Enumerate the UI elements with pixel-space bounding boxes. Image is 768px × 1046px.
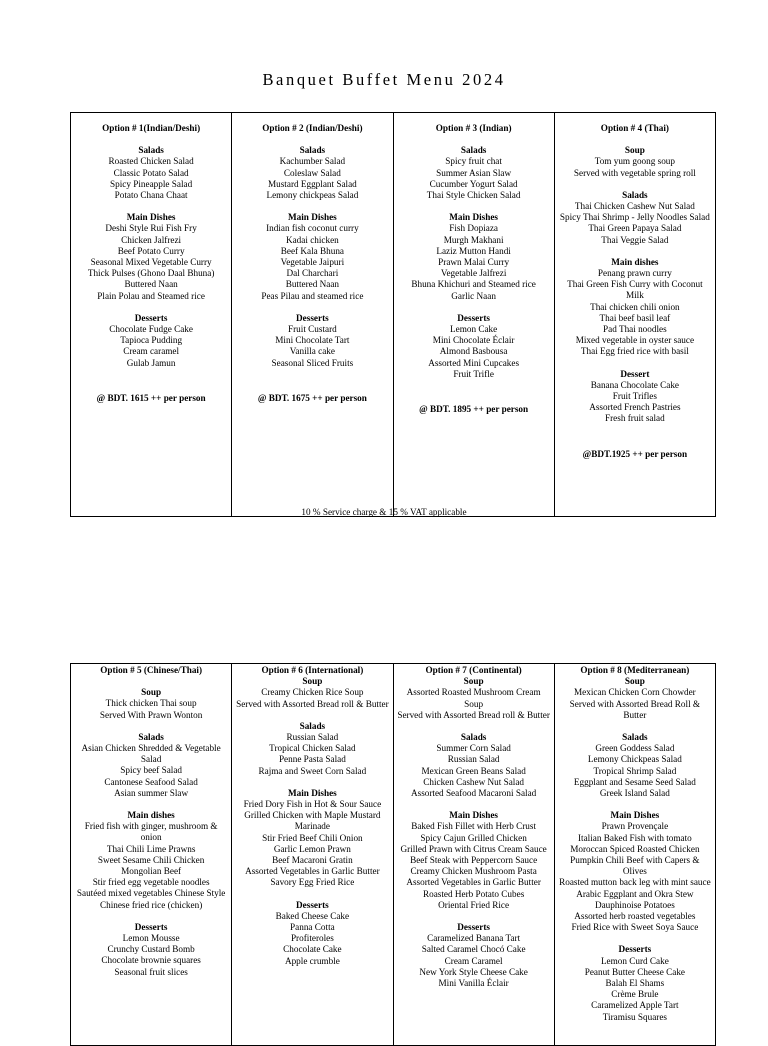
- menu-row: [71, 664, 716, 1046]
- option-header: Option # 1(Indian/Deshi): [102, 123, 201, 133]
- menu-item: Summer Asian Slaw: [436, 167, 512, 178]
- section-title: Desserts: [134, 921, 168, 932]
- menu-item: Grilled Chicken with Maple Mustard Marinade: [244, 810, 381, 832]
- section-title: Salads: [299, 720, 326, 731]
- menu-item: Spicy Cajun Grilled Chicken: [420, 832, 527, 843]
- spacer: [397, 302, 551, 313]
- menu-item: Buttered Naan: [285, 279, 340, 290]
- menu-item: Chocolate Fudge Cake: [109, 324, 193, 335]
- menu-item: Thai Egg fried rice with basil: [580, 346, 689, 357]
- spacer: [235, 201, 389, 212]
- menu-item: Murgh Makhani: [443, 234, 504, 245]
- section-title: Desserts: [134, 312, 168, 323]
- price-label: @ BDT. 1895 ++ per person: [419, 404, 529, 415]
- menu-item: Beef Macaroni Gratin: [272, 855, 353, 866]
- menu-item: Kadai chicken: [285, 234, 339, 245]
- menu-item: Garlic Lemon Prawn: [273, 843, 351, 854]
- menu-item: Assorted Roasted Mushroom Cream Soup: [406, 687, 541, 709]
- menu-item: Assorted French Pastries: [589, 402, 681, 413]
- spacer: [74, 721, 228, 732]
- menu-item: Lemony Chickpeas Salad: [587, 754, 682, 765]
- menu-item: Salted Caramel Chocó Cake: [421, 944, 526, 955]
- menu-item: Chinese fried rice (chicken): [99, 899, 203, 910]
- menu-item: Balah El Shams: [605, 978, 665, 989]
- menu-item: Thai Chili Lime Prawns: [106, 843, 196, 854]
- menu-item: Fruit Trifle: [453, 368, 494, 379]
- menu-item: Rajma and Sweet Corn Salad: [258, 765, 367, 776]
- menu-item: Served With Prawn Wonton: [99, 709, 203, 720]
- menu-item: Served with Assorted Bread Roll & Butter: [569, 698, 701, 720]
- menu-item: Pumpkin Chili Beef with Capers & Olives: [570, 855, 700, 877]
- section-title: Soup: [624, 676, 645, 687]
- menu-item: Mini Chocolate Éclair: [432, 335, 515, 346]
- option-header: Option # 3 (Indian): [435, 123, 512, 133]
- menu-item: Assorted Vegetables in Garlic Butter: [406, 877, 541, 888]
- price-label: @ BDT. 1675 ++ per person: [257, 392, 367, 403]
- menu-table-1: [70, 112, 716, 517]
- section-title: Main dishes: [127, 810, 175, 821]
- spacer: [397, 799, 551, 810]
- section-title: Soup: [624, 145, 645, 156]
- menu-item: Mixed vegetable in oyster sauce: [575, 335, 695, 346]
- menu-item: Lemon Cake: [450, 324, 498, 335]
- menu-table-2: [70, 663, 716, 1046]
- menu-item: Greek Island Salad: [599, 788, 670, 799]
- menu-item: Thai beef basil leaf: [599, 312, 671, 323]
- spacer: [74, 201, 228, 212]
- menu-item: Served with Assorted Bread roll & Butter: [236, 698, 389, 709]
- menu-item: Grilled Prawn with Citrus Cream Sauce: [400, 843, 547, 854]
- page-title: Banquet Buffet Menu 2024: [262, 70, 506, 89]
- option-cell: [71, 113, 232, 517]
- menu-item: Laziz Mutton Handi: [436, 245, 511, 256]
- menu-item: Thai Green Fish Curry with Coconut Milk: [567, 279, 703, 301]
- spacer: [235, 134, 389, 145]
- menu-row: [71, 113, 716, 517]
- menu-item: Thai Chicken Cashew Nut Salad: [574, 201, 695, 212]
- menu-item: New York Style Cheese Cake: [419, 966, 528, 977]
- section-title: Desserts: [296, 312, 329, 323]
- section-title: Main Dishes: [449, 212, 498, 223]
- menu-item: Fish Dopiaza: [449, 223, 498, 234]
- spacer: [397, 721, 551, 732]
- menu-item: Asian summer Slaw: [114, 787, 189, 798]
- option-cell: [232, 664, 393, 1046]
- menu-item: Served with vegetable spring roll: [573, 167, 696, 178]
- spacer: [74, 302, 228, 313]
- menu-item: Prawn Malai Curry: [438, 257, 510, 268]
- section-title: Main Dishes: [610, 810, 660, 821]
- menu-item: Assorted Seafood Macaroni Salad: [410, 788, 537, 799]
- menu-item: Plain Polau and Steamed rice: [97, 290, 205, 301]
- option-header: Option # 4 (Thai): [600, 123, 669, 133]
- menu-item: Caramelized Banana Tart: [427, 933, 521, 944]
- menu-item: Chicken Jalfrezi: [121, 234, 182, 245]
- menu-item: Chocolate Cake: [283, 944, 342, 955]
- section-title: Salads: [299, 145, 326, 156]
- spacer: [74, 676, 228, 687]
- menu-item: Italian Baked Fish with tomato: [577, 832, 692, 843]
- menu-item: Thai Veggie Salad: [601, 234, 669, 245]
- spacer: [74, 134, 228, 145]
- section-title: Desserts: [457, 922, 490, 933]
- menu-item: Banana Chocolate Cake: [590, 379, 680, 390]
- option-cell: [554, 664, 715, 1046]
- menu-item: Spicy fruit chat: [445, 156, 502, 167]
- menu-item: Dal Charchari: [286, 268, 339, 279]
- menu-item: Assorted Vegetables in Garlic Butter: [245, 866, 380, 877]
- menu-item: Mongolian Beef: [121, 866, 182, 877]
- menu-item: Spicy beef Salad: [120, 765, 182, 776]
- menu-item: Dauphinoise Potatoes: [594, 899, 675, 910]
- menu-item: Oriental Fried Rice: [438, 899, 510, 910]
- menu-item: Beef Potato Curry: [117, 245, 185, 256]
- option-header: Option # 8 (Mediterranean): [580, 665, 690, 675]
- spacer: [235, 302, 389, 313]
- menu-item: Baked Fish Fillet with Herb Crust: [411, 821, 537, 832]
- menu-item: Russian Salad: [286, 732, 339, 743]
- menu-item: Buttered Naan: [124, 279, 178, 290]
- menu-item: Summer Corn Salad: [436, 743, 511, 754]
- menu-item: Spicy Thai Shrimp - Jelly Noodles Salad: [559, 212, 710, 223]
- option-cell: [554, 113, 715, 517]
- menu-item: Eggplant and Sesame Seed Salad: [573, 776, 696, 787]
- menu-item: Arabic Eggplant and Okra Stew: [576, 888, 694, 899]
- menu-item: Stir Fried Beef Chili Onion: [262, 832, 363, 843]
- section-title: Main dishes: [611, 256, 659, 267]
- menu-item: Deshi Style Rui Fish Fry: [105, 223, 197, 234]
- menu-item: Lemony chickpeas Salad: [266, 190, 359, 201]
- price-label: @ BDT. 1615 ++ per person: [96, 392, 206, 403]
- menu-item: Almond Basbousa: [439, 346, 508, 357]
- menu-item: Thick chicken Thai soup: [105, 698, 197, 709]
- spacer: [558, 358, 712, 369]
- menu-item: Peanut Butter Cheese Cake: [584, 966, 686, 977]
- menu-item: Caramelized Apple Tart: [591, 1000, 679, 1011]
- menu-item: Cream Caramel: [444, 955, 503, 966]
- section-title: Soup: [302, 676, 323, 687]
- section-title: Soup: [141, 687, 162, 698]
- menu-item: Savory Egg Fried Rice: [270, 877, 355, 888]
- menu-item: Mini Vanilla Éclair: [438, 978, 509, 989]
- menu-item: Vegetable Jaipuri: [280, 257, 345, 268]
- menu-item: Spicy Pineapple Salad: [110, 178, 193, 189]
- menu-item: Served with Assorted Bread roll & Butter: [397, 709, 550, 720]
- menu-item: Indian fish coconut curry: [266, 223, 359, 234]
- spacer: [558, 246, 712, 257]
- menu-item: Fruit Trifles: [612, 391, 657, 402]
- menu-item: Garlic Naan: [451, 290, 496, 301]
- menu-item: Mexican Chicken Corn Chowder: [574, 687, 696, 698]
- menu-item: Gulab Jamun: [126, 357, 176, 368]
- menu-item: Roasted Herb Potato Cubes: [422, 888, 525, 899]
- menu-item: Baked Cheese Cake: [275, 910, 350, 921]
- menu-item: Seasonal Mixed Vegetable Curry: [90, 257, 212, 268]
- menu-item: Seasonal fruit slices: [114, 966, 188, 977]
- option-header: Option # 6 (International): [261, 665, 364, 675]
- menu-item: Lemon Mousse: [122, 933, 180, 944]
- menu-item: Panna Cotta: [290, 922, 335, 933]
- menu-item: Tropical Shrimp Salad: [593, 765, 677, 776]
- menu-item: Kachumber Salad: [279, 156, 346, 167]
- menu-item: Tapioca Pudding: [120, 335, 183, 346]
- menu-item: Apple crumble: [284, 955, 340, 966]
- spacer: [558, 933, 712, 944]
- menu-item: Asian Chicken Shredded & Vegetable Salad: [81, 743, 221, 765]
- menu-item: Russian Salad: [447, 754, 500, 765]
- section-title: Desserts: [618, 944, 652, 955]
- menu-item: Profiteroles: [290, 933, 334, 944]
- section-title: Salads: [622, 189, 648, 200]
- menu-item: Chocolate brownie squares: [101, 955, 201, 966]
- section-title: Salads: [622, 732, 648, 743]
- menu-item: Creamy Chicken Rice Soup: [261, 687, 364, 698]
- menu-item: Seasonal Sliced Fruits: [271, 357, 354, 368]
- section-title: Desserts: [296, 899, 329, 910]
- option-cell: [393, 113, 554, 517]
- section-title: Salads: [460, 145, 487, 156]
- section-title: Desserts: [457, 312, 490, 323]
- spacer: [235, 889, 389, 900]
- spacer: [74, 911, 228, 922]
- menu-item: Tropical Chicken Salad: [269, 743, 356, 754]
- menu-item: Cucumber Yogurt Salad: [429, 178, 518, 189]
- section-title: Main Dishes: [126, 212, 176, 223]
- menu-item: Beef Kala Bhuna: [280, 245, 345, 256]
- service-charge-note: 10 % Service charge & 15 % VAT applicable: [301, 507, 467, 517]
- menu-item: Peas Pilau and steamed rice: [261, 290, 364, 301]
- option-cell: [393, 664, 554, 1046]
- menu-item: Cantonese Seafood Salad: [104, 776, 198, 787]
- section-title: Salads: [138, 145, 164, 156]
- menu-item: Crème Brule: [611, 989, 659, 1000]
- menu-item: Creamy Chicken Mushroom Pasta: [410, 866, 537, 877]
- option-header: Option # 5 (Chinese/Thai): [100, 665, 203, 675]
- menu-item: Sweet Sesame Chili Chicken: [97, 854, 205, 865]
- menu-item: Mustard Eggplant Salad: [267, 178, 357, 189]
- spacer: [397, 911, 551, 922]
- menu-item: Fried Dory Fish in Hot & Sour Sauce: [243, 799, 382, 810]
- section-title: Main Dishes: [287, 787, 337, 798]
- menu-item: Green Goddess Salad: [595, 743, 675, 754]
- spacer: [397, 201, 551, 212]
- spacer: [235, 777, 389, 788]
- menu-item: Potato Chana Chaat: [114, 190, 188, 201]
- section-title: Main Dishes: [287, 212, 337, 223]
- menu-item: Assorted herb roasted vegetables: [574, 911, 696, 922]
- menu-item: Mexican Green Beans Salad: [421, 765, 526, 776]
- menu-item: Thick Pulses (Ghono Daal Bhuna): [87, 268, 215, 279]
- menu-item: Prawn Provençale: [601, 821, 669, 832]
- menu-item: Vanilla cake: [289, 346, 335, 357]
- menu-item: Crunchy Custard Bomb: [107, 944, 195, 955]
- option-cell: [232, 113, 393, 517]
- menu-item: Beef Steak with Peppercorn Sauce: [410, 855, 538, 866]
- menu-item: Chicken Cashew Nut Salad: [423, 776, 525, 787]
- spacer: [235, 710, 389, 721]
- spacer: [558, 799, 712, 810]
- spacer: [74, 799, 228, 810]
- menu-item: Fruit Custard: [288, 324, 337, 335]
- menu-item: Pad Thai noodles: [603, 324, 667, 335]
- section-title: Dessert: [620, 368, 650, 379]
- section-title: Main Dishes: [449, 810, 498, 821]
- menu-item: Sautéed mixed vegetables Chinese Style: [76, 888, 226, 899]
- price-label: @BDT.1925 ++ per person: [582, 448, 688, 459]
- menu-item: Tiramisu Squares: [602, 1011, 667, 1022]
- spacer: [558, 721, 712, 732]
- menu-item: Cream caramel: [123, 346, 180, 357]
- menu-item: Tom yum goong soup: [594, 156, 675, 167]
- spacer: [558, 134, 712, 145]
- menu-item: Vegetable Jalfrezi: [440, 268, 507, 279]
- option-header: Option # 7 (Continental): [425, 665, 522, 675]
- menu-item: Lemon Curd Cake: [600, 955, 669, 966]
- spacer: [397, 134, 551, 145]
- menu-item: Mini Chocolate Tart: [275, 335, 350, 346]
- menu-item: Penne Pasta Salad: [278, 754, 346, 765]
- menu-item: Thai Style Chicken Salad: [426, 190, 521, 201]
- menu-item: Bhuna Khichuri and Steamed rice: [411, 279, 536, 290]
- menu-item: Moroccan Spiced Roasted Chicken: [570, 843, 700, 854]
- menu-item: Fried Rice with Sweet Soya Sauce: [571, 922, 699, 933]
- menu-item: Stir fried egg vegetable noodles: [92, 877, 210, 888]
- menu-item: Roasted Chicken Salad: [108, 156, 194, 167]
- menu-item: Thai chicken chili onion: [590, 301, 680, 312]
- menu-item: Penang prawn curry: [597, 268, 672, 279]
- menu-item: Coleslaw Salad: [283, 167, 341, 178]
- menu-item: Assorted Mini Cupcakes: [428, 357, 520, 368]
- menu-item: Thai Green Papaya Salad: [588, 223, 682, 234]
- section-title: Salads: [460, 732, 487, 743]
- menu-item: Fresh fruit salad: [605, 413, 665, 424]
- spacer: [558, 179, 712, 190]
- menu-item: Fried fish with ginger, mushroom & onion: [84, 821, 218, 843]
- option-cell: [71, 664, 232, 1046]
- section-title: Soup: [463, 676, 484, 687]
- option-header: Option # 2 (Indian/Deshi): [262, 123, 363, 133]
- menu-item: Classic Potato Salad: [113, 167, 189, 178]
- menu-item: Roasted mutton back leg with mint sauce: [559, 877, 711, 888]
- section-title: Salads: [138, 731, 164, 742]
